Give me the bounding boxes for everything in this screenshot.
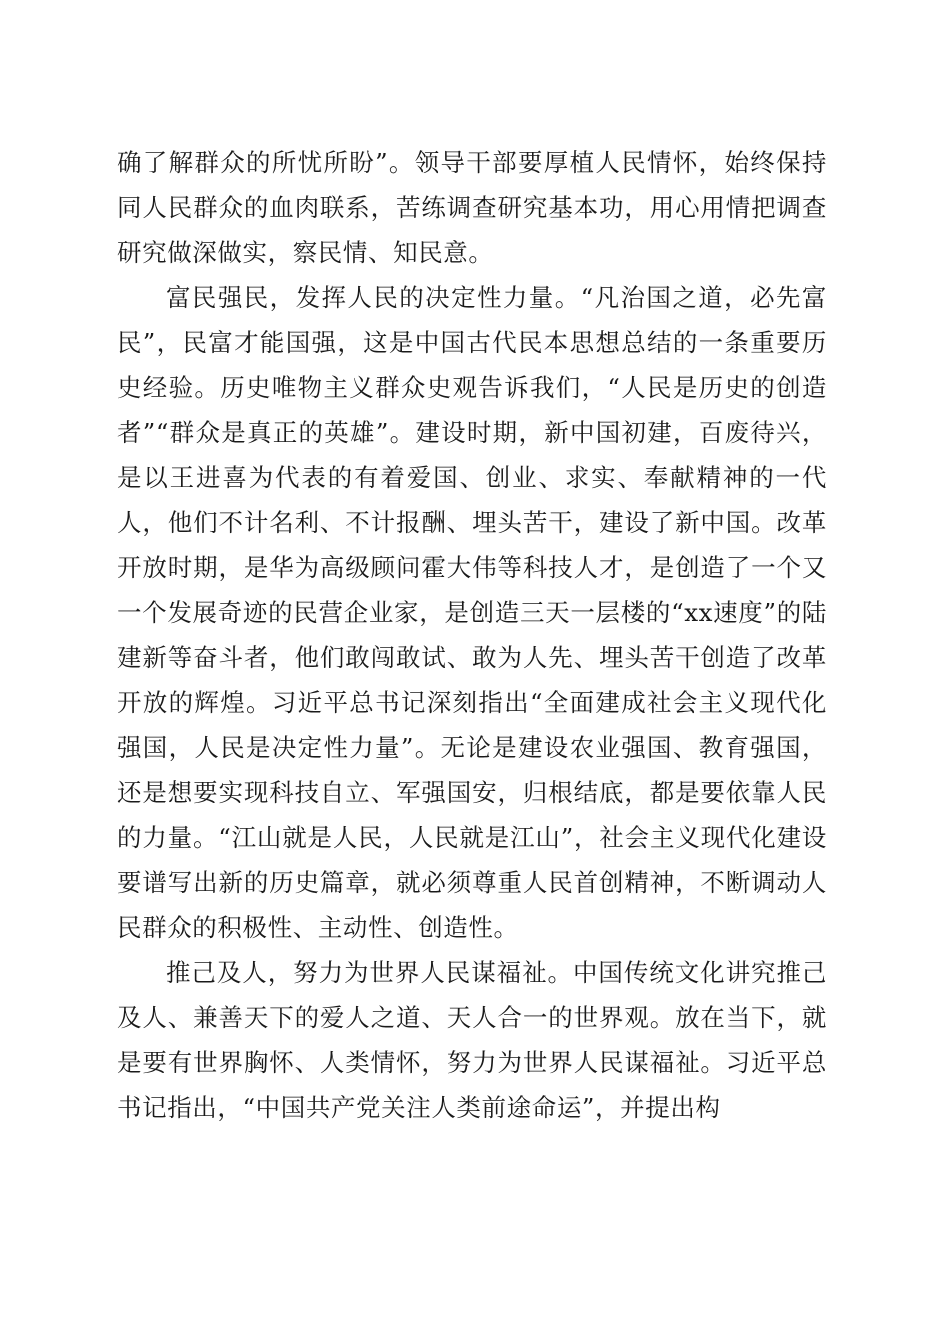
paragraph-2: 富民强民，发挥人民的决定性力量。“凡治国之道，必先富民”，民富才能国强，这是中国古代民本思想总结的一条重要历史经验。历史唯物主义群众史观告诉我们，“人民是历史的创造者”“群众是真正的英雄”。建设时期，新中国初建，百废待兴，是以王进喜为代表的有着爱国、创业、求实、奉献精神的一代人，他们不计名利、不计报酬、埋头苦干，建设了新中国。改革开放时期，是华为高级顾问霍大伟等科技人才，是创造了一个又一个发展奇迹的民营企业家，是创造三天一层楼的“xx速度”的陆建新等奋斗者，他们敢闯敢试、敢为人先、埋头苦干创造了改革开放的辉煌。习近平总书记深刻指出“全面建成社会主义现代化强国，人民是决定性力量”。无论是建设农业强国、教育强国，还是想要实现科技自立、军强国安，归根结底，都是要依靠人民的力量。“江山就是人民，人民就是江山”，社会主义现代化建设要谱写出新的历史篇章，就必须尊重人民首创精神，不断调动人民群众的积极性、主动性、创造性。 <box>117 283 827 942</box>
paragraph-1: 确了解群众的所忧所盼”。领导干部要厚植人民情怀，始终保持同人民群众的血肉联系，苦练调查研究基本功，用心用情把调查研究做深做实，察民情、知民意。 <box>117 148 827 267</box>
paragraph-3: 推己及人，努力为世界人民谋福祉。中国传统文化讲究推己及人、兼善天下的爱人之道、天人合一的世界观。放在当下，就是要有世界胸怀、人类情怀，努力为世界人民谋福祉。习近平总书记指出，“中国共产党关注人类前途命运”，并提出构 <box>117 958 827 1122</box>
document-body <box>117 140 827 1130</box>
